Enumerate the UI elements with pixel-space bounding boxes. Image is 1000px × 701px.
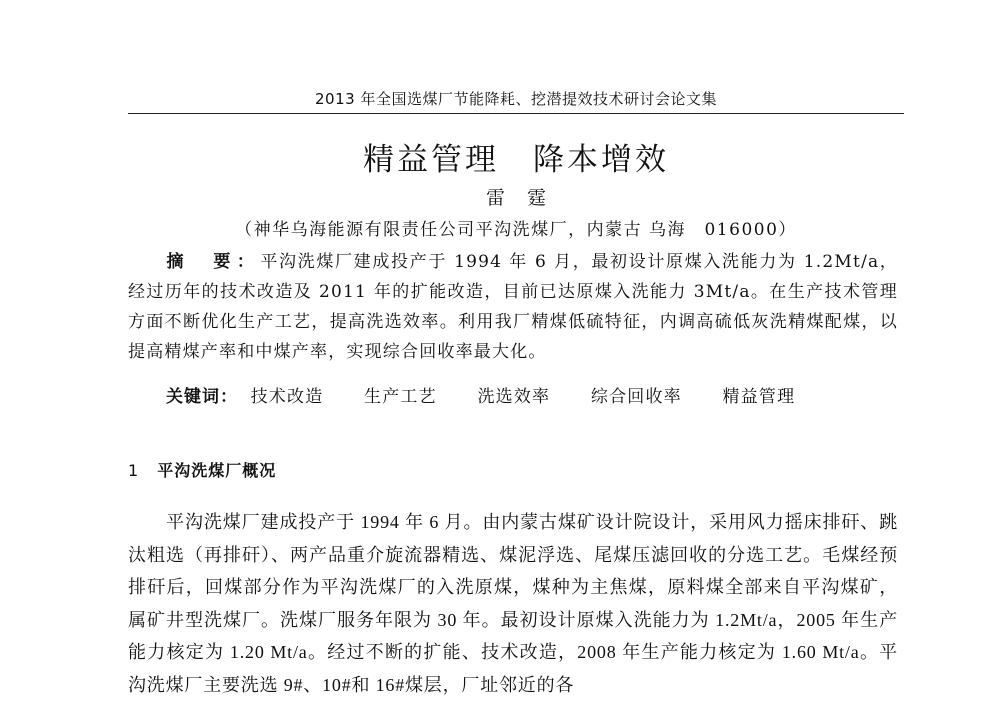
header-rule <box>128 113 904 114</box>
keywords-label: 关键词： <box>166 387 238 407</box>
keyword-item: 洗选效率 <box>477 387 551 407</box>
keyword-item: 综合回收率 <box>590 387 682 407</box>
abstract-label: 摘 要： <box>166 252 261 272</box>
keywords <box>166 382 829 407</box>
body-paragraph <box>128 506 898 701</box>
section-title: 平沟洗煤厂概况 <box>157 461 277 480</box>
abstract <box>128 247 898 367</box>
author-affiliation: （神华乌海能源有限责任公司平沟洗煤厂，内蒙古 乌海 016000） <box>235 220 797 240</box>
running-header: 2013 年全国选煤厂节能降耗、挖潜提效技术研讨会论文集 <box>315 90 717 108</box>
paper-title: 精益管理 降本增效 <box>363 142 669 178</box>
keyword-item: 精益管理 <box>722 387 796 407</box>
section-heading <box>128 458 276 481</box>
author-name: 雷霆 <box>485 187 568 209</box>
body-paragraph-text: 平沟洗煤厂建成投产于 1994 年 6 月。由内蒙古煤矿设计院设计，采用风力摇床排矸、跳汰粗选（再排矸）、两产品重介旋流器精选、煤泥浮选、尾煤压滤回收的分选工艺。毛煤经预排矸后，回煤部分作为平沟洗煤厂的入洗原煤，煤种为主焦煤，原料煤全部来自平沟煤矿，属矿井型洗煤厂。洗煤厂服务年限为 30 年。最初设计原煤入洗能力为 1.2Mt/a，2005 年生产能力核定为 1.20 Mt/a。经过不断的扩能、技术改造，2008 年生产能力核定为 1.60 Mt/a。平沟洗煤厂主要洗选 9#、10#和 16#煤层，厂址邻近的各 <box>128 512 898 695</box>
abstract-text: 平沟洗煤厂建成投产于 1994 年 6 月，最初设计原煤入洗能力为 1.2Mt/a，经过历年的技术改造及 2011 年的扩能改造，目前已达原煤入洗能力 3Mt/a。在生产技术管理方面不断优化生产工艺，提高洗选效率。利用我厂精煤低硫特征，内调高硫低灰洗精煤配煤，以提高精煤产率和中煤产率，实现综合回收率最大化。 <box>128 252 899 362</box>
keyword-item: 技术改造 <box>250 387 324 407</box>
section-number: 1 <box>128 461 140 480</box>
keyword-item: 生产工艺 <box>364 387 437 407</box>
